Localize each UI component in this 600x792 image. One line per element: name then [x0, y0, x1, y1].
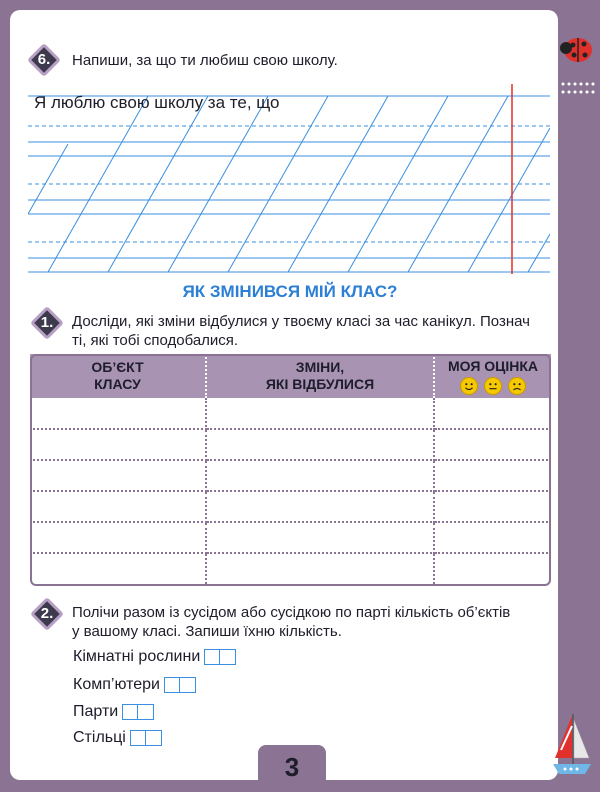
table-cell-object[interactable] — [30, 553, 206, 584]
task-1-instruction-line1: Досліди, які зміни відбулися у твоєму класі за час канікул. Познач — [72, 313, 530, 330]
table-cell-changes[interactable] — [206, 522, 434, 553]
dotted-decoration — [326, 752, 346, 756]
task-2-instruction-line1: Полічи разом із сусідом або сусідкою по парті кількість об’єктів — [72, 604, 511, 621]
right-frame-border — [558, 0, 600, 792]
count-row-desks — [73, 703, 154, 721]
count-label: Парти — [73, 703, 119, 720]
count-input-cells[interactable] — [204, 649, 236, 665]
task-2-instruction-line2: у вашому класі. Запиши їхню кількість. — [72, 623, 342, 640]
table-row — [30, 522, 551, 553]
table-row — [30, 460, 551, 491]
table-cell-rating[interactable] — [434, 460, 551, 491]
section-title: ЯК ЗМІНИВСЯ МІЙ КЛАС? — [182, 282, 398, 301]
dotted-decoration — [560, 90, 596, 94]
table-cell-changes[interactable] — [206, 553, 434, 584]
table-cell-rating[interactable] — [434, 522, 551, 553]
table-cell-rating[interactable] — [434, 398, 551, 429]
sailboat-icon — [551, 712, 593, 778]
table-cell-changes[interactable] — [206, 429, 434, 460]
count-row-plants — [73, 648, 236, 666]
task-1-instruction-line2: ті, які тобі сподобалися. — [72, 332, 239, 349]
neutral-face-icon — [484, 377, 502, 395]
dotted-decoration — [238, 752, 258, 756]
task-6-instruction: Напиши, за що ти любиш свою школу. — [72, 52, 338, 69]
table-cell-object[interactable] — [30, 429, 206, 460]
table-cell-rating[interactable] — [434, 553, 551, 584]
writing-prompt-lead: Я люблю свою школу за те, що — [34, 93, 280, 112]
table-row — [30, 491, 551, 522]
sad-face-icon — [508, 377, 526, 395]
count-input-cells[interactable] — [122, 704, 154, 720]
task-2-number: 2. — [40, 605, 54, 622]
page-number: 3 — [284, 752, 300, 782]
count-label: Кімнатні рослини — [73, 648, 201, 665]
task-6-number: 6. — [37, 51, 51, 68]
task-2-badge — [30, 597, 64, 631]
header-changes: ЗМІНИ, ЯКІ ВІДБУЛИСЯ — [206, 354, 434, 398]
digit-cell[interactable] — [204, 649, 220, 665]
task-1-number: 1. — [40, 314, 54, 331]
smile-face-icon — [460, 377, 478, 395]
table-cell-rating[interactable] — [434, 429, 551, 460]
dotted-decoration — [560, 82, 596, 86]
digit-cell[interactable] — [164, 677, 180, 693]
table-row — [30, 429, 551, 460]
table-cell-object[interactable] — [30, 491, 206, 522]
table-cell-object[interactable] — [30, 398, 206, 429]
count-row-computers — [73, 676, 196, 694]
task-1-badge — [30, 306, 64, 340]
ladybug-icon — [556, 28, 596, 68]
task-6-badge — [27, 43, 61, 77]
count-row-chairs — [73, 729, 162, 747]
digit-cell[interactable] — [220, 649, 236, 665]
table-cell-object[interactable] — [30, 522, 206, 553]
header-object: ОБ’ЄКТ КЛАСУ — [30, 354, 206, 398]
table-cell-changes[interactable] — [206, 460, 434, 491]
count-label: Стільці — [73, 729, 126, 746]
changes-table — [30, 354, 551, 584]
table-cell-object[interactable] — [30, 460, 206, 491]
digit-cell[interactable] — [130, 730, 146, 746]
digit-cell[interactable] — [122, 704, 138, 720]
digit-cell[interactable] — [138, 704, 154, 720]
table-cell-changes[interactable] — [206, 491, 434, 522]
rating-faces — [435, 377, 551, 395]
table-cell-rating[interactable] — [434, 491, 551, 522]
table-row — [30, 553, 551, 584]
count-label: Комп’ютери — [73, 676, 160, 693]
header-rating: МОЯ ОЦІНКА — [434, 354, 551, 398]
digit-cell[interactable] — [180, 677, 196, 693]
count-input-cells[interactable] — [130, 730, 162, 746]
digit-cell[interactable] — [146, 730, 162, 746]
table-row — [30, 398, 551, 429]
table-cell-changes[interactable] — [206, 398, 434, 429]
count-input-cells[interactable] — [164, 677, 196, 693]
